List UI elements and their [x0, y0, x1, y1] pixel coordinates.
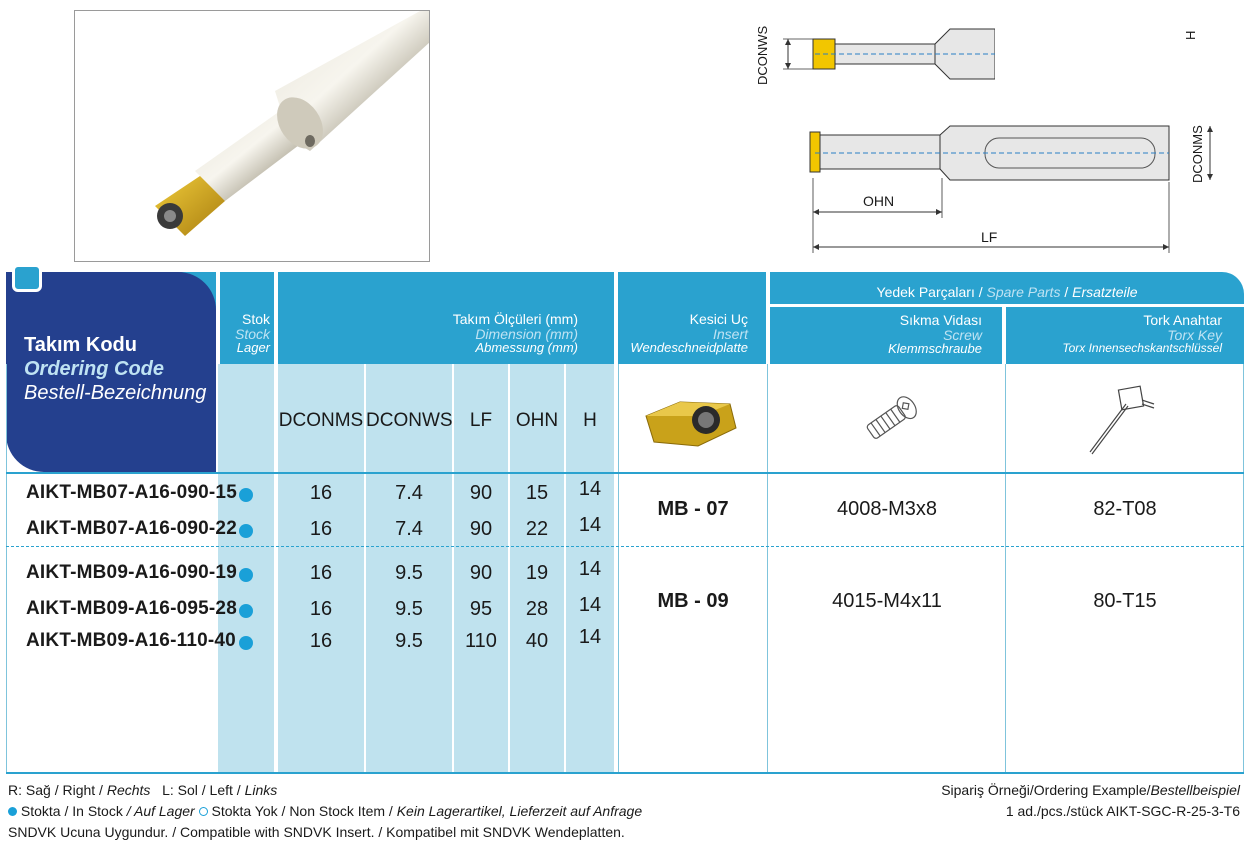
cell-h: 14 — [578, 626, 602, 648]
in-stock-icon — [239, 636, 253, 650]
key-code-1: 82-T08 — [1093, 498, 1157, 520]
ordering-example-code: 1 ad./pcs./stück AIKT-SGC-R-25-3-T6 — [1005, 803, 1240, 819]
cell-lf: 95 — [469, 598, 493, 620]
stock-header: Stok Stock Lager — [234, 311, 270, 356]
col-h: H — [583, 410, 597, 431]
cell-ohn: 22 — [525, 518, 549, 540]
svg-text:OHN: OHN — [863, 193, 895, 209]
footer-line-3: SNDVK Ucuna Uygundur. / Compatible with SNDVK Insert. / Kompatibel mit SNDVK Wendeplatten. — [8, 824, 625, 840]
cell-h: 14 — [578, 558, 602, 580]
footer-line-2: Stokta / In Stock / Auf Lager Stokta Yok / Non Stock Item / Kein Lagerartikel, Lieferzeit auf Anfrage — [8, 803, 642, 819]
ordering-code: AIKT-MB09-A16-110-40 — [26, 630, 236, 651]
cell-ohn: 40 — [525, 630, 549, 652]
insert-code-2: MB - 09 — [657, 590, 729, 612]
col-dconws: DCONWS — [366, 410, 453, 431]
cell-lf: 90 — [469, 482, 493, 504]
cell-ohn: 28 — [525, 598, 549, 620]
code-header-de: Bestell-Bezeichnung — [24, 382, 207, 404]
ordering-code: AIKT-MB07-A16-090-15 — [26, 482, 237, 503]
cell-dconms: 16 — [309, 630, 333, 652]
top-view-drawing — [755, 118, 1225, 258]
svg-text:DCONWS: DCONWS — [755, 25, 770, 85]
insert-header: Kesici Uç Insert Wendeschneidplatte — [630, 311, 748, 356]
cell-dconws: 9.5 — [395, 630, 423, 652]
label-h: H — [1183, 30, 1198, 40]
cell-dconms: 16 — [309, 598, 333, 620]
code-header-tr: Takım Kodu — [24, 334, 137, 356]
dimensions-header: Takım Ölçüleri (mm) Dimension (mm) Abmessung (mm) — [452, 311, 578, 356]
key-code-2: 80-T15 — [1093, 590, 1157, 612]
cell-ohn: 19 — [525, 562, 549, 584]
ordering-example: Sipariş Örneği/Ordering Example/Bestellbeispiel — [941, 782, 1240, 798]
key-header: Tork Anahtar Torx Key Torx Innensechskantschlüssel — [1062, 312, 1222, 356]
cell-dconms: 16 — [309, 518, 333, 540]
insert-image — [640, 390, 740, 454]
cell-ohn: 15 — [525, 482, 549, 504]
cell-dconws: 7.4 — [395, 482, 423, 504]
ordering-code: AIKT-MB07-A16-090-22 — [26, 518, 237, 539]
code-header-en: Ordering Code — [24, 358, 165, 380]
svg-text:LF: LF — [981, 229, 998, 245]
product-photo — [74, 10, 430, 262]
cell-dconws: 9.5 — [395, 562, 423, 584]
in-stock-dot-icon — [8, 807, 17, 816]
screw-icon — [852, 386, 932, 450]
col-lf: LF — [469, 410, 493, 431]
side-view-drawing — [755, 15, 995, 90]
cell-lf: 90 — [469, 562, 493, 584]
spare-parts-header: Yedek Parçaları / Spare Parts / Ersatzteile — [876, 284, 1138, 300]
screw-code-2: 4015-M4x11 — [832, 590, 942, 612]
boring-bar-photo — [75, 11, 430, 262]
non-stock-dot-icon — [199, 807, 208, 816]
cell-dconws: 9.5 — [395, 598, 423, 620]
cell-dconws: 7.4 — [395, 518, 423, 540]
product-table — [6, 272, 1244, 774]
screw-header: Sıkma Vidası Screw Klemmschraube — [888, 312, 982, 357]
cell-dconms: 16 — [309, 482, 333, 504]
in-stock-icon — [239, 488, 253, 502]
torx-key-icon — [1082, 382, 1162, 458]
col-ohn: OHN — [515, 410, 559, 431]
col-dconms: DCONMS — [278, 410, 364, 431]
screw-code-1: 4008-M3x8 — [836, 498, 938, 520]
cell-dconms: 16 — [309, 562, 333, 584]
svg-text:DCONMS: DCONMS — [1190, 125, 1205, 183]
footer-line-1: R: Sağ / Right / Rechts L: Sol / Left / Links — [8, 782, 278, 798]
cell-h: 14 — [578, 478, 602, 500]
corner-tab-icon — [12, 264, 42, 292]
cell-h: 14 — [578, 514, 602, 536]
ordering-code: AIKT-MB09-A16-090-19 — [26, 562, 237, 583]
cell-lf: 110 — [465, 630, 497, 652]
cell-h: 14 — [578, 594, 602, 616]
in-stock-icon — [239, 604, 253, 618]
cell-lf: 90 — [469, 518, 493, 540]
in-stock-icon — [239, 524, 253, 538]
ordering-code: AIKT-MB09-A16-095-28 — [26, 598, 237, 619]
group-separator — [6, 546, 1244, 547]
insert-code-1: MB - 07 — [657, 498, 729, 520]
in-stock-icon — [239, 568, 253, 582]
